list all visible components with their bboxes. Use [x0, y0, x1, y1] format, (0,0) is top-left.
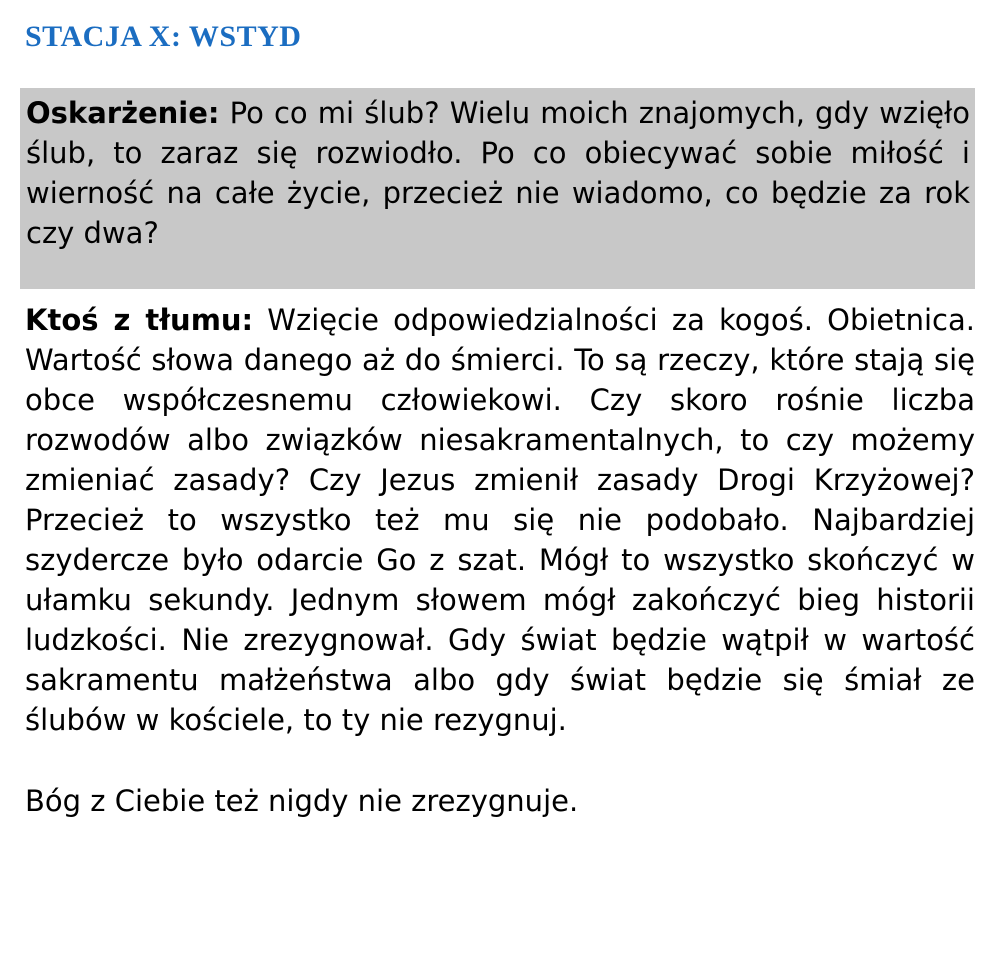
- crowd-paragraph: [25, 300, 975, 740]
- accusation-highlight-box: [20, 88, 975, 289]
- crowd-text: Wzięcie odpowiedzialności za kogoś. Obietnica. Wartość słowa danego aż do śmierci. To są rzeczy, które stają się obce współczesnemu człowiekowi. Czy skoro rośnie liczba rozwodów albo związków niesakramentalnych, to czy możemy zmieniać zasady? Czy Jezus zmienił zasady Drogi Krzyżowej? Przecież to wszystko też mu się nie podobało. Najbardziej szydercze było odarcie Go z szat. Mógł to wszystko skończyć w ułamku sekundy. Jednym słowem mógł zakończyć bieg historii ludzkości. Nie zrezygnował. Gdy świat będzie wątpił w wartość sakramentu małżeństwa albo gdy świat będzie się śmiał ze ślubów w kościele, to ty nie rezygnuj.: [25, 303, 975, 737]
- accusation-label: Oskarżenie:: [26, 96, 220, 130]
- station-title: STACJA X: WSTYD: [25, 20, 302, 53]
- accusation-paragraph: [26, 93, 970, 253]
- accusation-text: Po co mi ślub? Wielu moich znajomych, gdy wzięło ślub, to zaraz się rozwiodło. Po co obiecywać sobie miłość i wierność na całe życie, przecież nie wiadomo, co będzie za rok czy dwa?: [26, 96, 971, 250]
- crowd-label: Ktoś z tłumu:: [25, 303, 254, 337]
- closing-line: Bóg z Ciebie też nigdy nie zrezygnuje.: [25, 784, 579, 818]
